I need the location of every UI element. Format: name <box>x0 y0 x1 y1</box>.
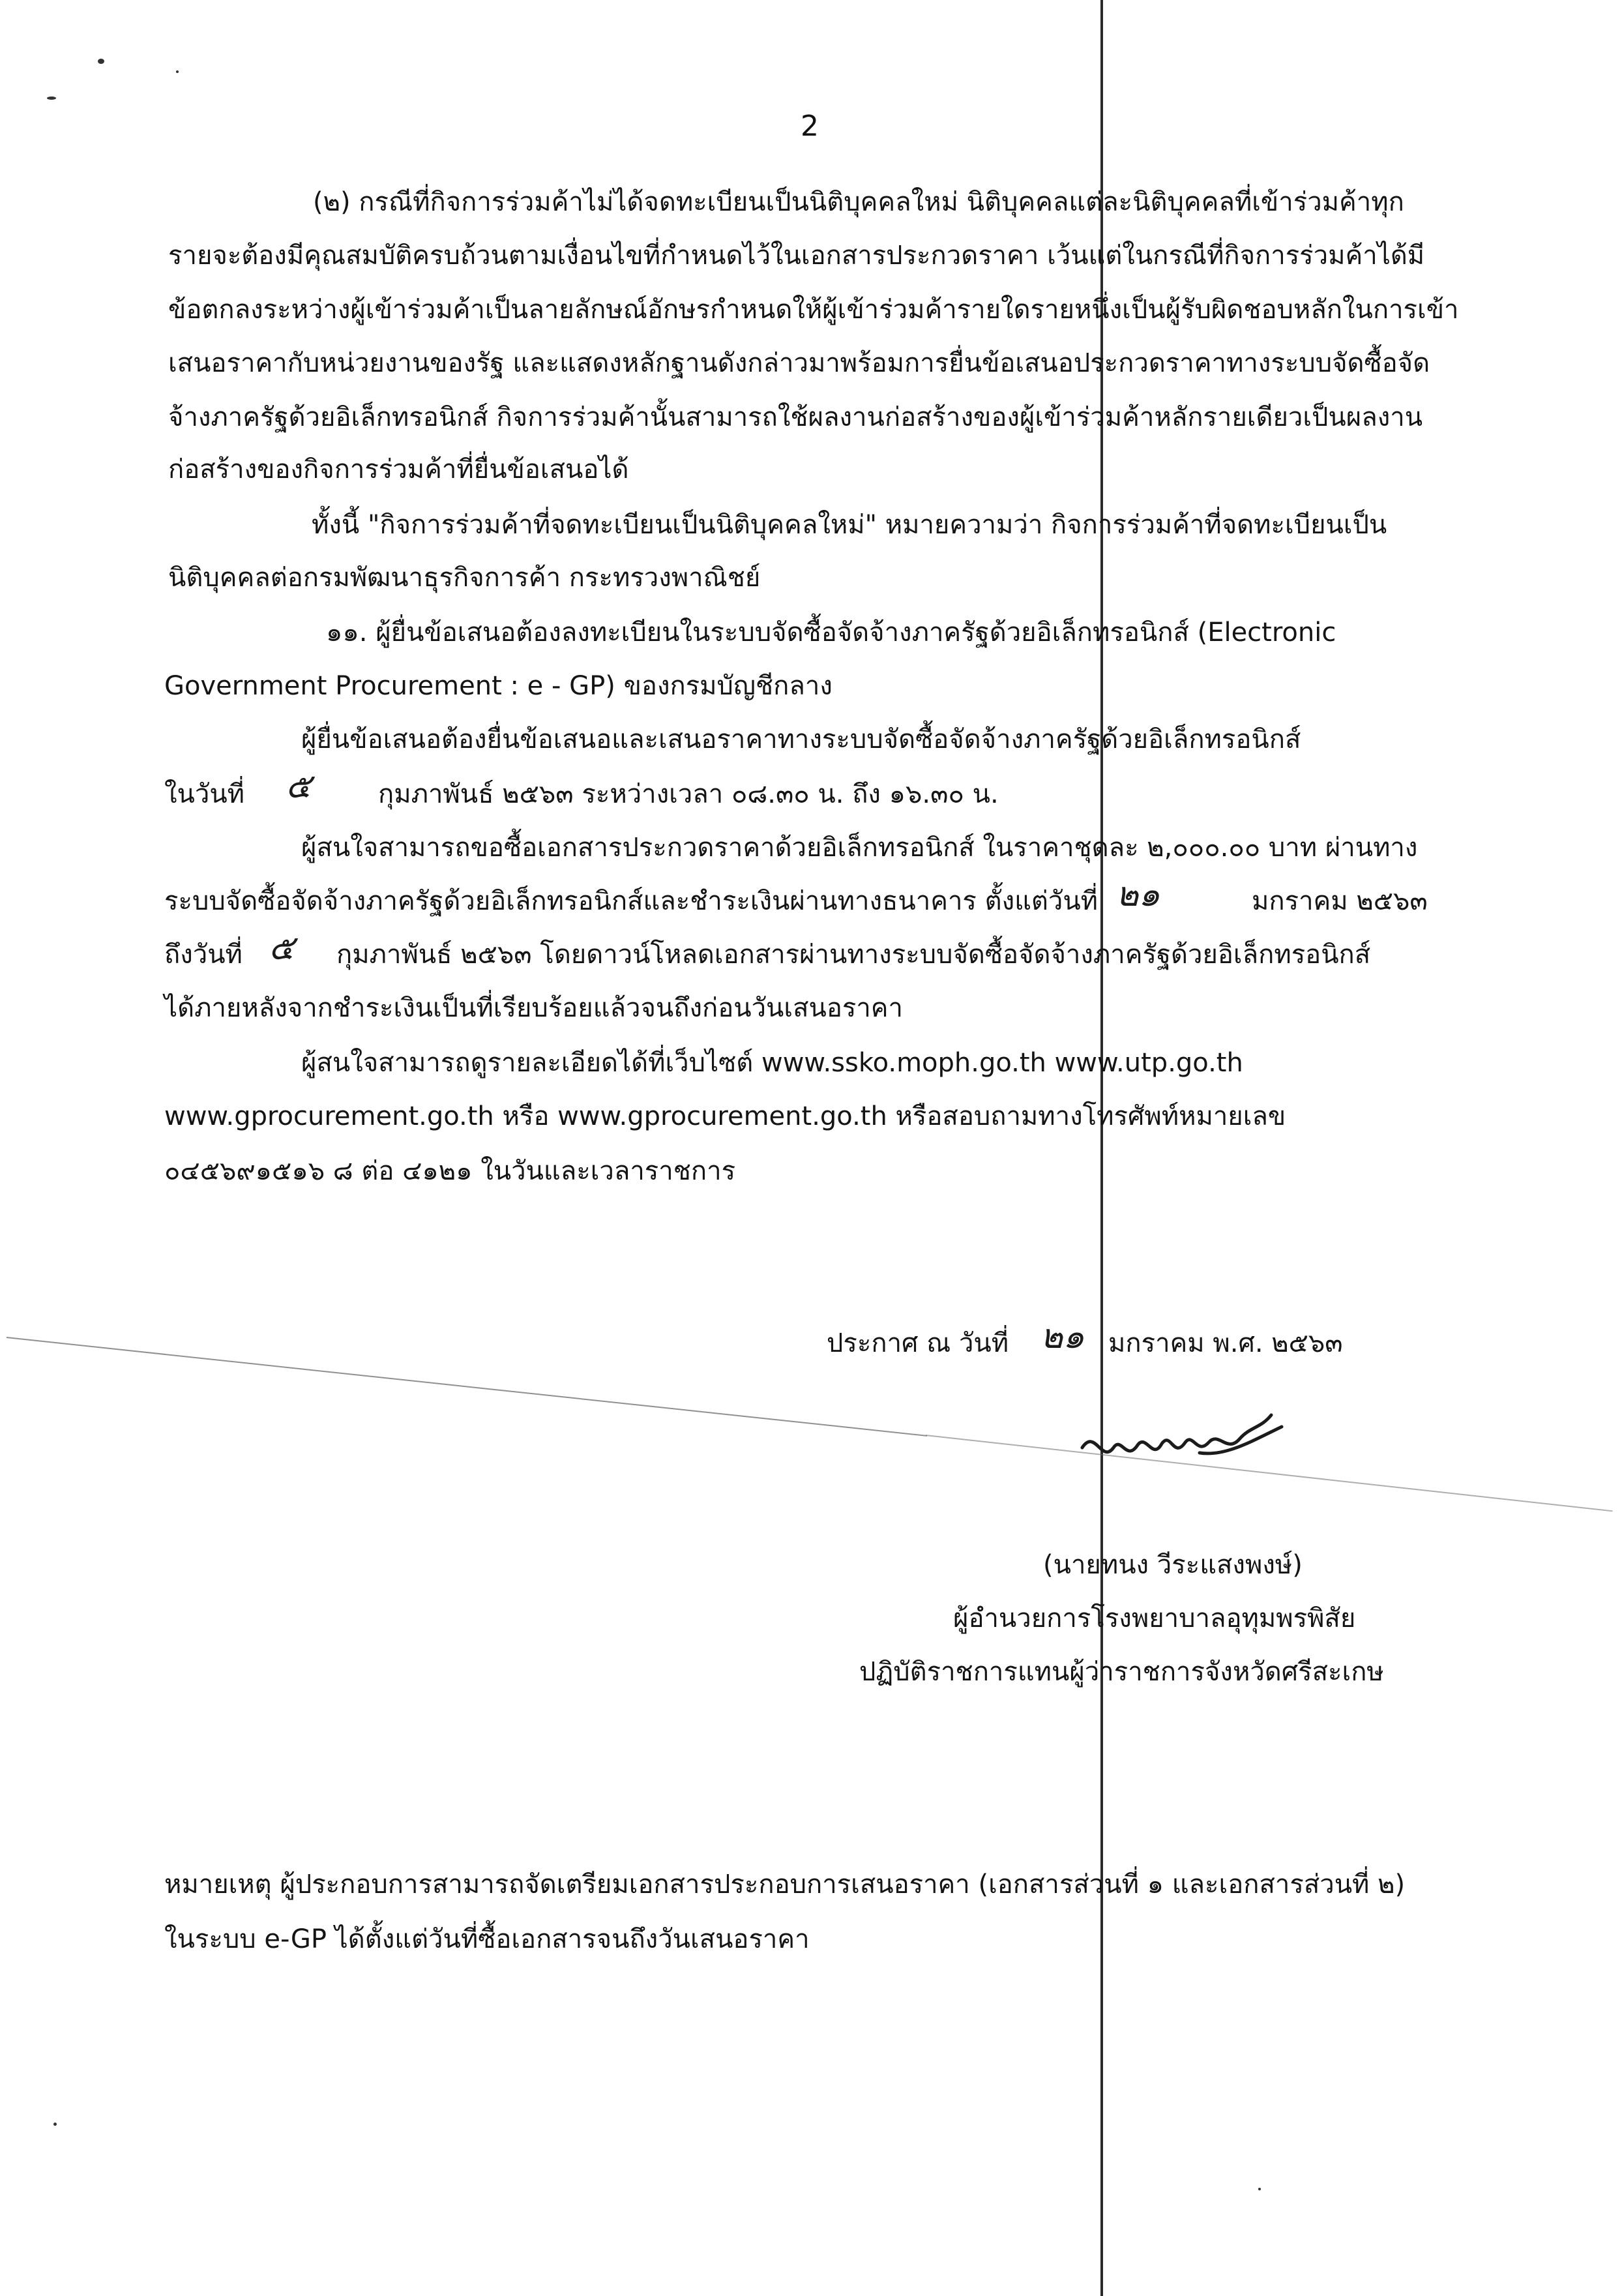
paragraph-line: ทั้งนี้ "กิจการร่วมค้าที่จดทะเบียนเป็นนิติบุคคลใหม่" หมายความว่า กิจการร่วมค้าที่จดทะเบียนเป็น <box>312 510 1387 540</box>
scan-vertical-line <box>1100 0 1103 2296</box>
handwritten-day: ๕ <box>286 767 312 806</box>
paragraph-line: นิติบุคคลต่อกรมพัฒนาธุรกิจการค้า กระทรวงพาณิชย์ <box>168 563 761 593</box>
paragraph-line: เสนอราคากับหน่วยงานของรัฐ และแสดงหลักฐานดังกล่าวมาพร้อมการยื่นข้อเสนอประกวดราคาทางระบบจัดซื้อจัด <box>168 348 1430 378</box>
paragraph-line: ถึงวันที่ <box>164 940 243 970</box>
scan-speck <box>98 59 104 64</box>
scan-speck <box>176 70 179 73</box>
note-line: หมายเหตุ ผู้ประกอบการสามารถจัดเตรียมเอกสารประกอบการเสนอราคา (เอกสารส่วนที่ ๑ และเอกสารส่วนที่ ๒) <box>164 1870 1406 1900</box>
paragraph-line: รายจะต้องมีคุณสมบัติครบถ้วนตามเงื่อนไขที่กำหนดไว้ในเอกสารประกวดราคา เว้นแต่ในกรณีที่กิจการร่วมค้าได้มี <box>168 241 1425 271</box>
paragraph-line: กุมภาพันธ์ ๒๕๖๓ ระหว่างเวลา ๐๘.๓๐ น. ถึง ๑๖.๓๐ น. <box>378 779 999 809</box>
handwritten-day: ๒๑ <box>1116 875 1160 914</box>
scan-diagonal-streak <box>7 1337 927 1437</box>
signature <box>1076 1402 1291 1480</box>
paragraph-line: ผู้สนใจสามารถดูรายละเอียดได้ที่เว็บไซต์ www.ssko.moph.go.th www.utp.go.th <box>301 1048 1243 1078</box>
announcement-date-rest: มกราคม พ.ศ. ๒๕๖๓ <box>1108 1328 1343 1358</box>
signer-name: (นายทนง วีระแสงพงษ์) <box>1043 1550 1303 1580</box>
paragraph-line: ได้ภายหลังจากชำระเงินเป็นที่เรียบร้อยแล้วจนถึงก่อนวันเสนอราคา <box>164 993 904 1023</box>
paragraph-line: www.gprocurement.go.th หรือ www.gprocurement.go.th หรือสอบถามทางโทรศัพท์หมายเลข <box>164 1101 1286 1131</box>
scan-speck <box>1258 2188 1261 2190</box>
handwritten-day: ๕ <box>269 929 295 968</box>
paragraph-line: ผู้สนใจสามารถขอซื้อเอกสารประกวดราคาด้วยอิเล็กทรอนิกส์ ในราคาชุดละ ๒,๐๐๐.๐๐ บาท ผ่านทาง <box>301 833 1418 863</box>
announcement-date-prefix: ประกาศ ณ วันที่ <box>827 1328 1009 1358</box>
paragraph-line: ก่อสร้างของกิจการร่วมค้าที่ยื่นข้อเสนอได้ <box>168 455 629 485</box>
signer-title: ผู้อำนวยการโรงพยาบาลอุทุมพรพิสัย <box>953 1603 1356 1633</box>
handwritten-day: ๒๑ <box>1040 1317 1085 1356</box>
paragraph-line: (๒) กรณีที่กิจการร่วมค้าไม่ได้จดทะเบียนเป็นนิติบุคคลใหม่ นิติบุคคลแต่ละนิติบุคคลที่เข้าร่วมค้าทุก <box>313 187 1404 217</box>
scan-speck <box>53 2123 57 2126</box>
paragraph-line: ระบบจัดซื้อจัดจ้างภาครัฐด้วยอิเล็กทรอนิกส์และชำระเงินผ่านทางธนาคาร ตั้งแต่วันที่ <box>164 886 1099 916</box>
paragraph-line: ๑๑. ผู้ยื่นข้อเสนอต้องลงทะเบียนในระบบจัดซื้อจัดจ้างภาครัฐด้วยอิเล็กทรอนิกส์ (Electronic <box>326 618 1336 648</box>
signer-title: ปฏิบัติราชการแทนผู้ว่าราชการจังหวัดศรีสะเกษ <box>859 1657 1384 1687</box>
paragraph-line: Government Procurement : e - GP) ของกรมบัญชีกลาง <box>164 671 833 701</box>
paragraph-line: ๐๔๕๖๙๑๕๑๖ ๘ ต่อ ๔๑๒๑ ในวันและเวลาราชการ <box>164 1156 736 1186</box>
note-line: ในระบบ e-GP ได้ตั้งแต่วันที่ซื้อเอกสารจนถึงวันเสนอราคา <box>164 1924 810 1954</box>
paragraph-line: ผู้ยื่นข้อเสนอต้องยื่นข้อเสนอและเสนอราคาทางระบบจัดซื้อจัดจ้างภาครัฐด้วยอิเล็กทรอนิกส์ <box>301 724 1301 754</box>
paragraph-line: จ้างภาครัฐด้วยอิเล็กทรอนิกส์ กิจการร่วมค้านั้นสามารถใช้ผลงานก่อสร้างของผู้เข้าร่วมค้าหลักรายเดียวเป็นผลงาน <box>168 402 1423 432</box>
paragraph-line: มกราคม ๒๕๖๓ <box>1252 886 1428 916</box>
scan-speck <box>47 97 56 100</box>
paragraph-line: ข้อตกลงระหว่างผู้เข้าร่วมค้าเป็นลายลักษณ์อักษรกำหนดให้ผู้เข้าร่วมค้ารายใดรายหนึ่งเป็นผู้รับผิดชอบหลักในการเข้า <box>168 295 1459 325</box>
paragraph-line: ในวันที่ <box>164 779 245 809</box>
page-number: 2 <box>801 110 819 143</box>
paragraph-line: กุมภาพันธ์ ๒๕๖๓ โดยดาวน์โหลดเอกสารผ่านทางระบบจัดซื้อจัดจ้างภาครัฐด้วยอิเล็กทรอนิกส์ <box>336 940 1371 970</box>
